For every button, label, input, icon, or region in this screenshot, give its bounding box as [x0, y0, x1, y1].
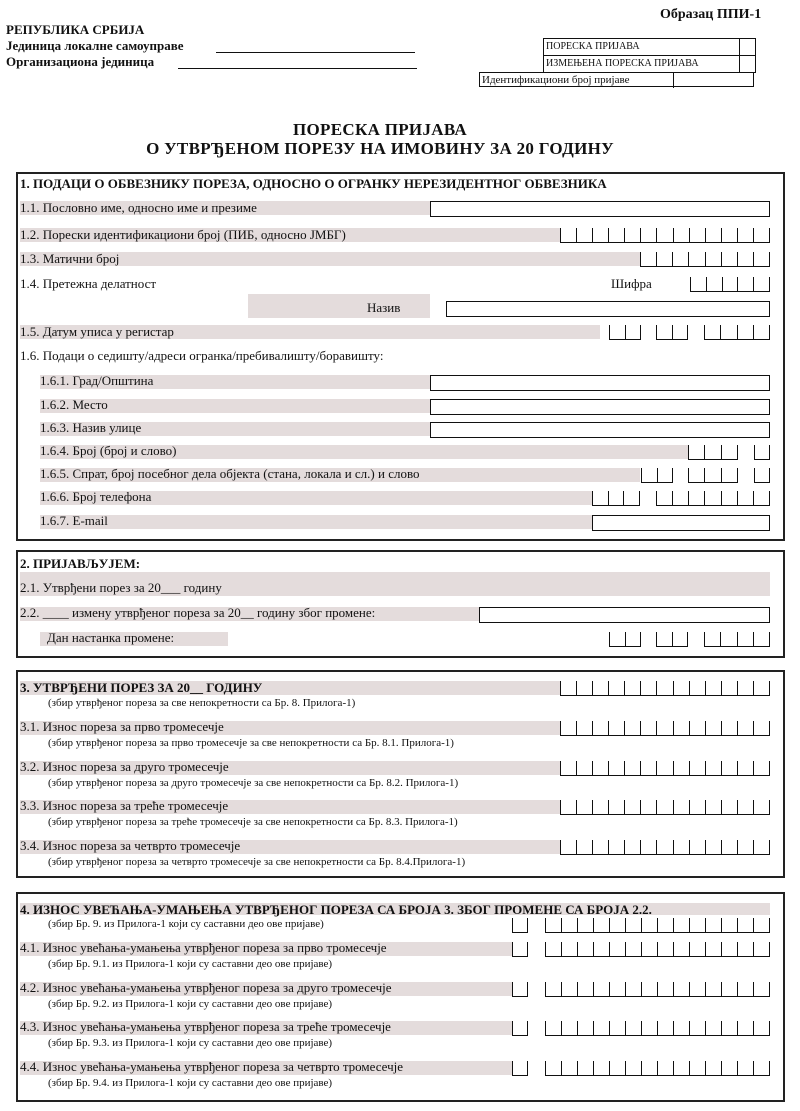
section-4-note: (збир Бр. 9. из Прилога-1 који су саставни део ове пријаве): [48, 918, 324, 930]
place-input[interactable]: [430, 399, 770, 415]
assessed-tax-label: 2.1. Утврђени порез за 20___ годину: [20, 580, 222, 595]
form-subtitle: О УТВРЂЕНОМ ПОРЕЗУ НА ИМОВИНУ ЗА 20 ГОДИНУ: [146, 139, 614, 158]
org-unit-label: Организациона јединица: [6, 54, 155, 69]
activity-code-label: Шифра: [611, 276, 652, 291]
q2-change-input[interactable]: [545, 982, 770, 997]
q4-change-sign-input[interactable]: [512, 1061, 528, 1076]
change-day-input[interactable]: [609, 632, 641, 647]
tax-change-label: 2.2. ____ измену утврђеног пореза за 20__ годину због промене:: [20, 605, 376, 620]
q4-tax-input[interactable]: [560, 840, 770, 855]
q2-change-note: (збир Бр. 9.2. из Прилога-1 који су саставни део ове пријаве): [48, 998, 333, 1010]
change-year-input[interactable]: [704, 632, 770, 647]
q1-tax-input[interactable]: [560, 721, 770, 736]
reg-year-input[interactable]: [704, 325, 770, 340]
phone-prefix-input[interactable]: [592, 491, 640, 506]
street-label: 1.6.3. Назив улице: [40, 420, 142, 435]
org-unit-input[interactable]: [178, 68, 417, 69]
country-label: РЕПУБЛИКА СРБИЈА: [6, 22, 145, 37]
q3-tax-note: (збир утврђеног пореза за треће тромесечје за све непокретности са Бр. 8.3. Прилога-1): [48, 816, 458, 828]
q2-change-label: 4.2. Износ увећања-умањења утврђеног пореза за друго тромесечје: [20, 980, 392, 995]
reg-day-input[interactable]: [609, 325, 641, 340]
total-tax-input[interactable]: [560, 681, 770, 696]
activity-code-input[interactable]: [690, 277, 770, 292]
section-4-title: 4. ИЗНОС УВЕЋАЊА-УМАЊЕЊА УТВРЂЕНОГ ПОРЕЗА СА БРОЈА 3. ЗБОГ ПРОМЕНЕ СА БРОЈА 2.2.: [20, 902, 652, 917]
return-id-label: Идентификациони број пријаве: [482, 74, 630, 86]
floor-input[interactable]: [641, 468, 673, 483]
q2-tax-label: 3.2. Износ пореза за друго тромесечје: [20, 759, 229, 774]
change-reason-input[interactable]: [479, 607, 770, 623]
reg-month-input[interactable]: [656, 325, 688, 340]
q3-change-label: 4.3. Износ увећања-умањења утврђеног пореза за треће тромесечје: [20, 1019, 391, 1034]
activity-label: 1.4. Претежна делатност: [20, 276, 157, 291]
registration-date-label: 1.5. Датум уписа у регистар: [20, 324, 174, 339]
q1-change-label: 4.1. Износ увећања-умањења утврђеног пореза за прво тромесечје: [20, 940, 387, 955]
city-input[interactable]: [430, 375, 770, 391]
section-2-title: 2. ПРИЈАВЉУЈЕМ:: [20, 556, 141, 571]
q4-change-label: 4.4. Износ увећања-умањења утврђеног пореза за четврто тромесечје: [20, 1059, 404, 1074]
phone-number-input[interactable]: [656, 491, 770, 506]
change-date-label: Дан настанка промене:: [47, 630, 175, 645]
unit-letter-input[interactable]: [754, 468, 770, 483]
email-input[interactable]: [592, 515, 770, 531]
q2-tax-note: (збир утврђеног пореза за друго тромесечје за све непокретности са Бр. 8.2. Прилога-1): [48, 777, 459, 789]
activity-name-input[interactable]: [446, 301, 770, 317]
section-3-title: 3. УТВРЂЕНИ ПОРЕЗ ЗА 20__ ГОДИНУ: [20, 680, 263, 695]
q3-tax-label: 3.3. Износ пореза за треће тромесечје: [20, 798, 229, 813]
pib-input[interactable]: [560, 228, 770, 243]
return-type-table: [543, 38, 756, 73]
place-label: 1.6.2. Место: [40, 397, 108, 412]
q4-change-note: (збир Бр. 9.4. из Прилога-1 који су саставни део ове пријаве): [48, 1077, 333, 1089]
unit-number-input[interactable]: [688, 468, 738, 483]
return-type-row: [544, 39, 755, 56]
activity-name-label: Назив: [367, 300, 401, 315]
house-number-input[interactable]: [688, 445, 738, 460]
q2-change-sign-input[interactable]: [512, 982, 528, 997]
total-change-sign-input[interactable]: [512, 918, 528, 933]
unit-label: 1.6.5. Спрат, број посебног дела објекта (стана, локала и сл.) и слово: [40, 466, 420, 481]
section-3-note: (збир утврђеног пореза за све непокретности са Бр. 8. Прилога-1): [48, 697, 356, 709]
return-type-label: ПОРЕСКА ПРИЈАВА: [546, 41, 640, 52]
row-band: [248, 294, 430, 318]
form-title: ПОРЕСКА ПРИЈАВА: [293, 120, 467, 139]
amended-return-checkbox[interactable]: [739, 56, 755, 72]
house-number-label: 1.6.4. Број (број и слово): [40, 443, 177, 458]
reg-number-label: 1.3. Матични број: [20, 251, 120, 266]
section-1-title: 1. ПОДАЦИ О ОБВЕЗНИКУ ПОРЕЗА, ОДНОСНО О ОГРАНКУ НЕРЕЗИДЕНТНОГ ОБВЕЗНИКА: [20, 176, 607, 191]
house-letter-input[interactable]: [754, 445, 770, 460]
change-month-input[interactable]: [656, 632, 688, 647]
q4-tax-label: 3.4. Износ пореза за четврто тромесечје: [20, 838, 241, 853]
reg-number-input[interactable]: [640, 252, 770, 267]
amended-return-row: [544, 56, 755, 72]
city-label: 1.6.1. Град/Општина: [40, 373, 154, 388]
pib-label: 1.2. Порески идентификациони број (ПИБ, односно ЈМБГ): [20, 227, 346, 242]
email-label: 1.6.7. E-mail: [40, 513, 108, 528]
return-id-input[interactable]: [673, 73, 753, 87]
q1-change-input[interactable]: [545, 942, 770, 957]
return-type-checkbox[interactable]: [739, 39, 755, 55]
q3-change-input[interactable]: [545, 1021, 770, 1036]
local-gov-input[interactable]: [216, 52, 415, 53]
local-gov-label: Јединица локалне самоуправе: [6, 38, 184, 53]
q4-change-input[interactable]: [545, 1061, 770, 1076]
q1-change-note: (збир Бр. 9.1. из Прилога-1 који су саставни део ове пријаве): [48, 958, 333, 970]
address-label: 1.6. Подаци о седишту/адреси огранка/пребивалишту/боравишту:: [20, 348, 384, 363]
q3-change-sign-input[interactable]: [512, 1021, 528, 1036]
q1-tax-label: 3.1. Износ пореза за прво тромесечје: [20, 719, 224, 734]
q3-change-note: (збир Бр. 9.3. из Прилога-1 који су саставни део ове пријаве): [48, 1037, 333, 1049]
q1-change-sign-input[interactable]: [512, 942, 528, 957]
phone-label: 1.6.6. Број телефона: [40, 489, 152, 504]
row-band: [40, 515, 592, 529]
q2-tax-input[interactable]: [560, 761, 770, 776]
q4-tax-note: (збир утврђеног пореза за четврто тромесечје за све непокретности са Бр. 8.4.Прилога-1): [48, 856, 466, 868]
form-code: Образац ППИ-1: [660, 7, 762, 22]
street-input[interactable]: [430, 422, 770, 438]
name-label: 1.1. Пословно име, односно име и презиме: [20, 200, 257, 215]
total-change-input[interactable]: [545, 918, 770, 933]
q3-tax-input[interactable]: [560, 800, 770, 815]
q1-tax-note: (збир утврђеног пореза за прво тромесечје за све непокретности са Бр. 8.1. Прилога-1): [48, 737, 454, 749]
name-input[interactable]: [430, 201, 770, 217]
amended-return-label: ИЗМЕЊЕНА ПОРЕСКА ПРИЈАВА: [546, 58, 699, 69]
